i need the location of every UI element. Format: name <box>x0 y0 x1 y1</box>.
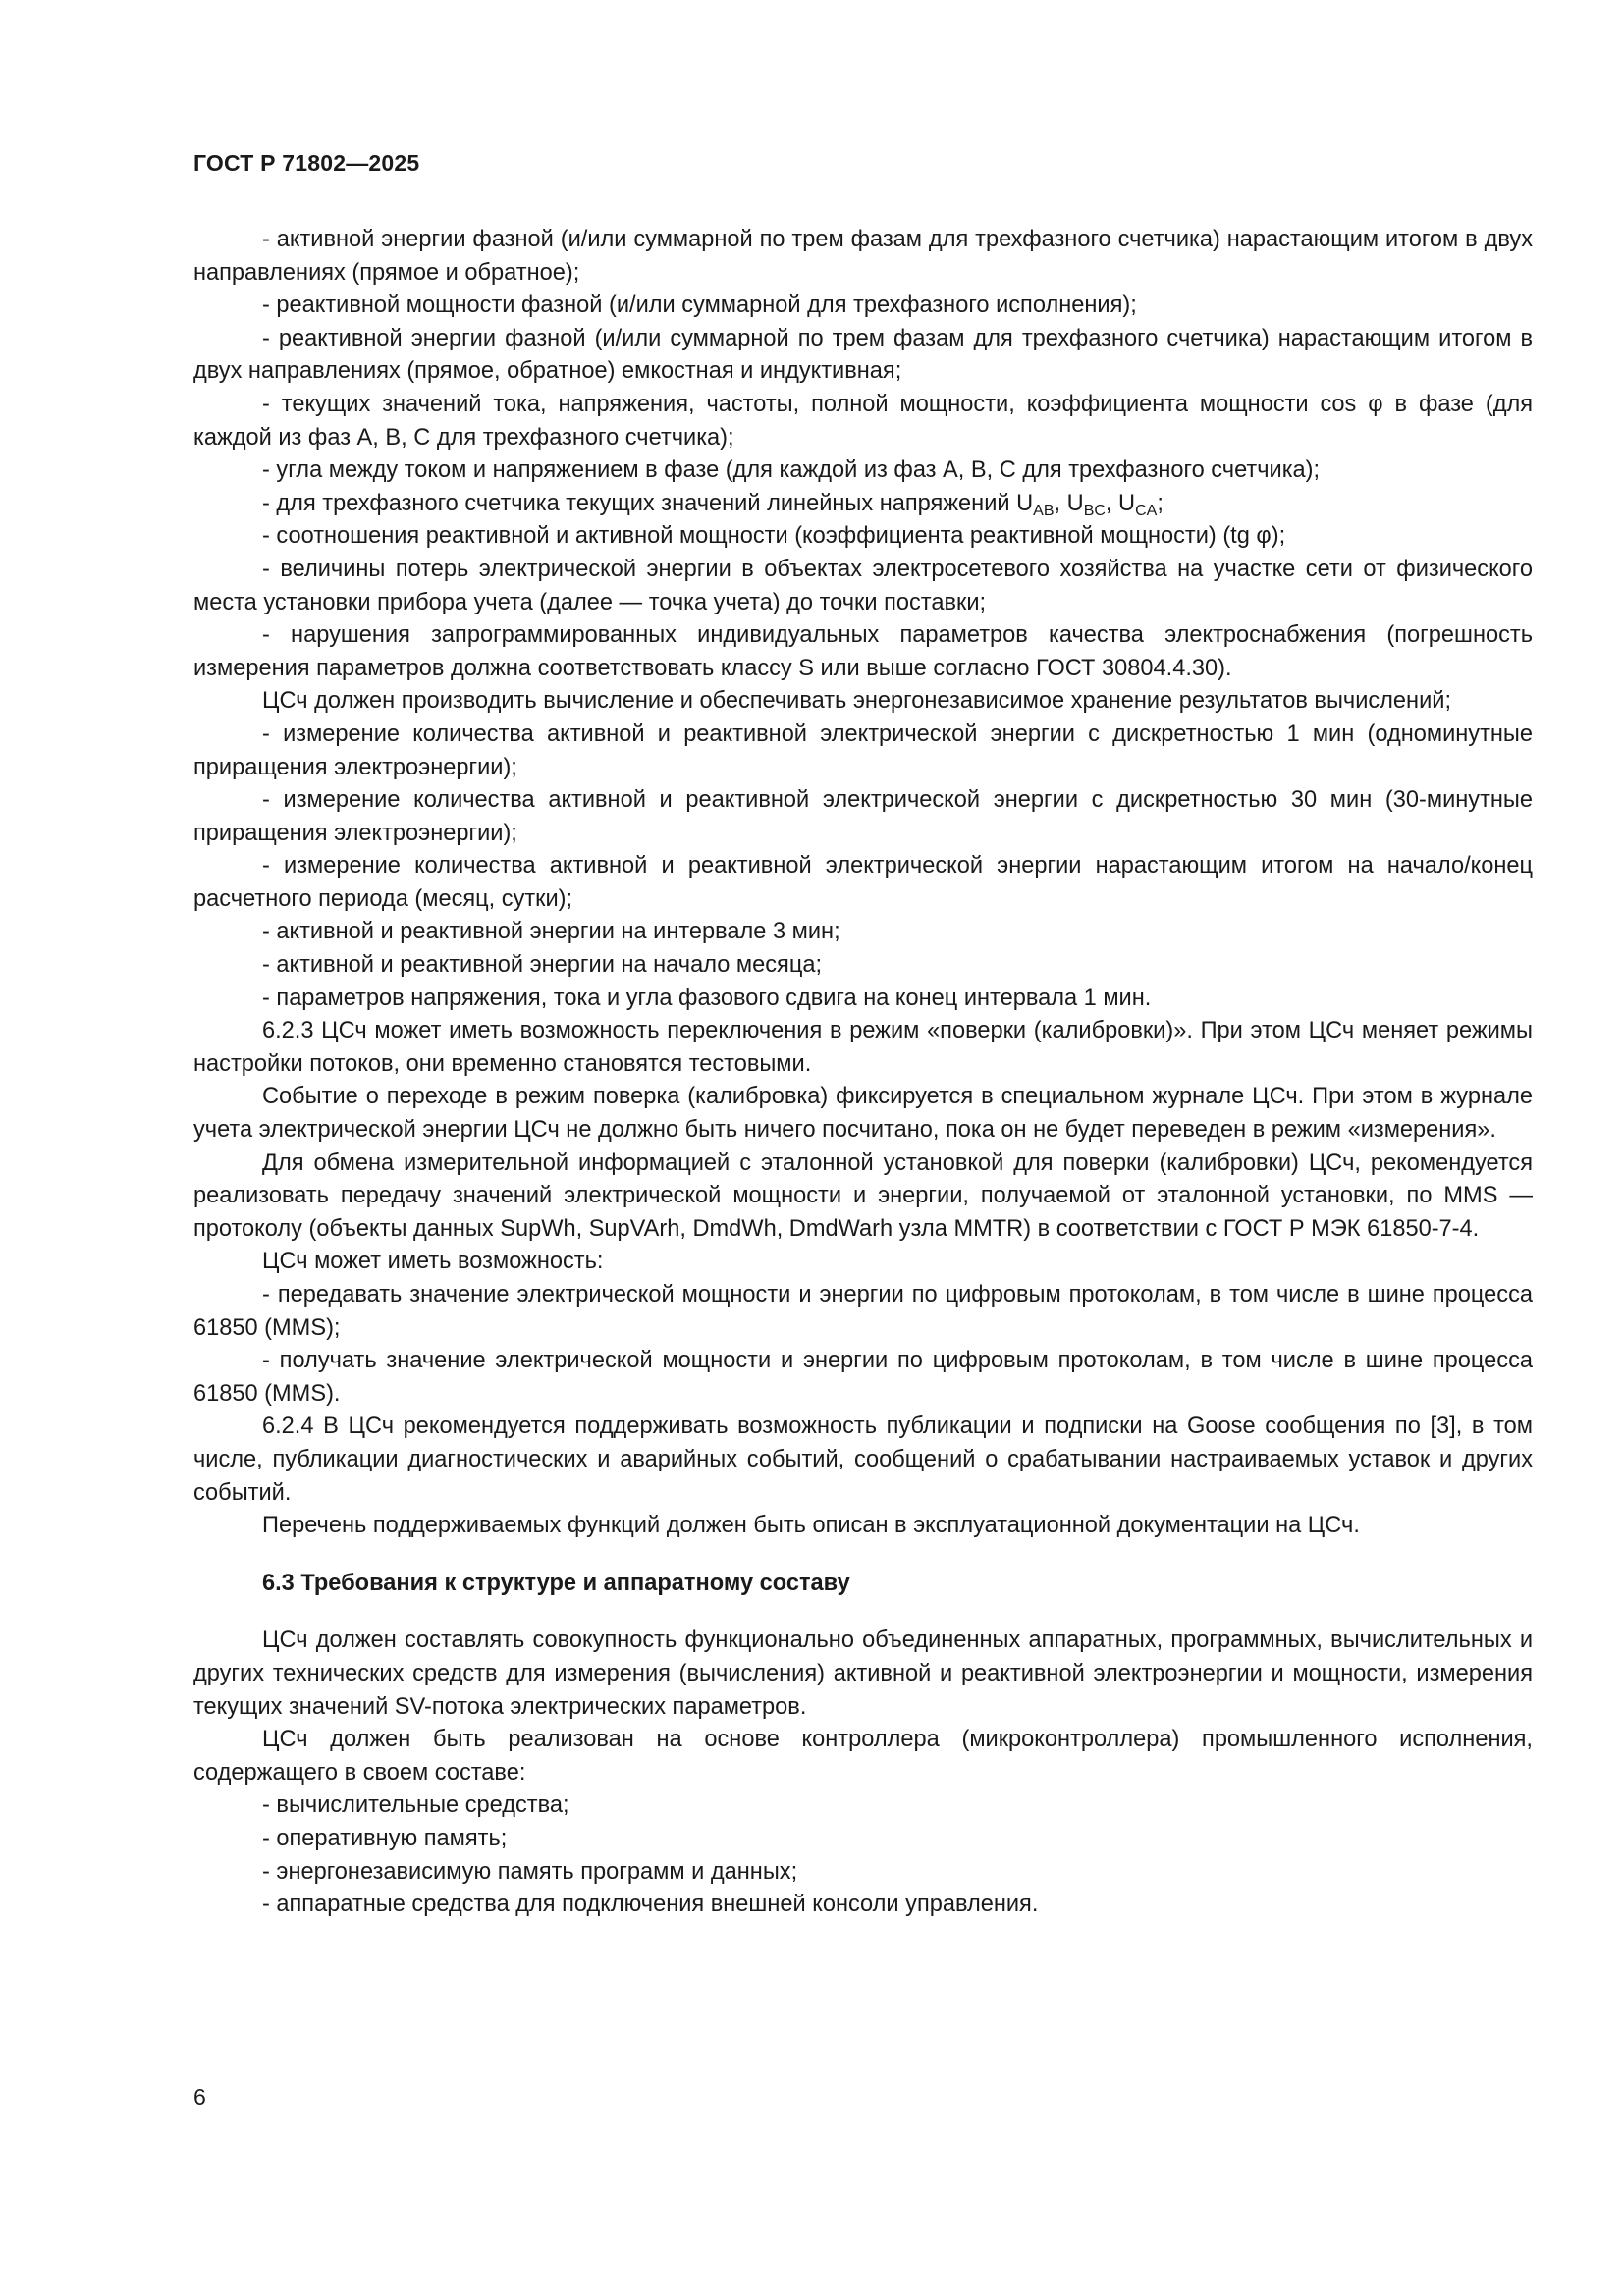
paragraph: Событие о переходе в режим поверка (калибровка) фиксируется в специальном журнале ЦСч. При этом в журнале учета электрической энергии ЦСч не должно быть ничего посчитано, пока он не будет переведен в режим «измерения». <box>193 1084 1533 1144</box>
paragraph: - активной и реактивной энергии на начало месяца; <box>262 952 823 979</box>
symbol-u: U <box>1066 490 1084 516</box>
separator: , <box>1054 490 1067 516</box>
list-item: - вычислительные средства; <box>262 1792 569 1819</box>
paragraph: - реактивной энергии фазной (и/или суммарной по трем фазам для трехфазного счетчика) нарастающим итогом в двух направлениях (прямое, обратное) емкостная и индуктивная; <box>193 325 1533 385</box>
paragraph: - параметров напряжения, тока и угла фазового сдвига на конец интервала 1 мин. <box>262 985 1152 1011</box>
list-item: - оперативную память; <box>262 1825 508 1851</box>
symbol-u: U <box>1118 490 1136 516</box>
paragraph: Перечень поддерживаемых функций должен быть описан в эксплуатационной документации на ЦСч. <box>262 1513 1360 1539</box>
paragraph: Для обмена измерительной информацией с эталонной установкой для поверки (калибровки) ЦСч, рекомендуется реализовать передачу значений электрической мощности и энергии, получаемой от эталонной установки, по MMS — протоколу (объекты данных SupWh, SupVArh, DmdWh, DmdWarh узла MMTR) в соответствии с ГОСТ Р МЭК 61850-7-4. <box>193 1149 1533 1242</box>
list-item: - аппаратные средства для подключения внешней консоли управления. <box>262 1892 1039 1918</box>
subscript-ca: CA <box>1135 502 1158 519</box>
paragraph: ЦСч может иметь возможность: <box>262 1249 604 1275</box>
paragraph: - активной и реактивной энергии на интервале 3 мин; <box>262 919 840 945</box>
subscript-ab: AB <box>1033 502 1055 519</box>
subscript-bc: BC <box>1083 502 1106 519</box>
page-number: 6 <box>193 2084 206 2109</box>
document-header: ГОСТ Р 71802—2025 <box>193 150 420 176</box>
separator: , <box>1105 490 1119 516</box>
clause-6-2-4: 6.2.4 В ЦСч рекомендуется поддерживать возможность публикации и подписки на Goose сообщения по [3], в том числе, публикации диагностических и аварийных событий, сообщений о срабатывании настраиваемых уставок и других событий. <box>193 1414 1533 1506</box>
clause-6-2-3: 6.2.3 ЦСч может иметь возможность переключения в режим «поверки (калибровки)». При этом ЦСч меняет режимы настройки потоков, они временно становятся тестовыми. <box>193 1018 1533 1077</box>
paragraph: ЦСч должен производить вычисление и обеспечивать энергонезависимое хранение результатов вычислений; <box>262 688 1451 715</box>
paragraph: - измерение количества активной и реактивной электрической энергии нарастающим итогом на начало/конец расчетного периода (месяц, сутки); <box>193 853 1533 912</box>
paragraph: - угла между током и напряжением в фазе (для каждой из фаз А, В, С для трехфазного счетчика); <box>262 457 1321 484</box>
paragraph: - измерение количества активной и реактивной электрической энергии с дискретностью 1 мин (одноминутные приращения электроэнергии); <box>193 721 1533 780</box>
symbol-u: U <box>1016 490 1034 516</box>
paragraph-line-voltages <box>193 488 1533 521</box>
paragraph: - нарушения запрограммированных индивидуальных параметров качества электроснабжения (погрешность измерения параметров должна соответствовать классу S или выше согласно ГОСТ 30804.4.30). <box>193 622 1533 681</box>
paragraph: - реактивной мощности фазной (и/или суммарной для трехфазного исполнения); <box>262 293 1137 319</box>
list-item: - энергонезависимую память программ и данных; <box>262 1858 798 1885</box>
text: ; <box>1157 490 1164 516</box>
paragraph: - передавать значение электрической мощности и энергии по цифровым протоколам, в том числе в шине процесса 61850 (MMS); <box>193 1282 1533 1341</box>
paragraph: - измерение количества активной и реактивной электрической энергии с дискретностью 30 мин (30-минутные приращения электроэнергии); <box>193 787 1533 846</box>
paragraph: - получать значение электрической мощности и энергии по цифровым протоколам, в том числе в шине процесса 61850 (MMS). <box>193 1348 1533 1407</box>
paragraph: - соотношения реактивной и активной мощности (коэффициента реактивной мощности) (tg φ); <box>262 523 1286 550</box>
paragraph: - величины потерь электрической энергии в объектах электросетевого хозяйства на участке сети от физического места установки прибора учета (далее — точка учета) до точки поставки; <box>193 556 1533 615</box>
section-heading-6-3: 6.3 Требования к структуре и аппаратному составу <box>262 1570 850 1596</box>
paragraph: ЦСч должен составлять совокупность функционально объединенных аппаратных, программных, вычислительных и других технических средств для измерения (вычисления) активной и реактивной электроэнергии и мощности, измерения текущих значений SV-потока электрических параметров. <box>193 1628 1533 1720</box>
paragraph: ЦСч должен быть реализован на основе контроллера (микроконтроллера) промышленного исполнения, содержащего в своем составе: <box>193 1727 1533 1786</box>
paragraph: - текущих значений тока, напряжения, частоты, полной мощности, коэффициента мощности cos φ в фазе (для каждой из фаз А, В, С для трехфазного счетчика); <box>193 391 1533 451</box>
text: - для трехфазного счетчика текущих значений линейных напряжений <box>262 490 1017 516</box>
document-body <box>193 224 1533 1922</box>
paragraph: - активной энергии фазной (и/или суммарной по трем фазам для трехфазного счетчика) нарастающим итогом в двух направлениях (прямое и обратное); <box>193 227 1533 286</box>
